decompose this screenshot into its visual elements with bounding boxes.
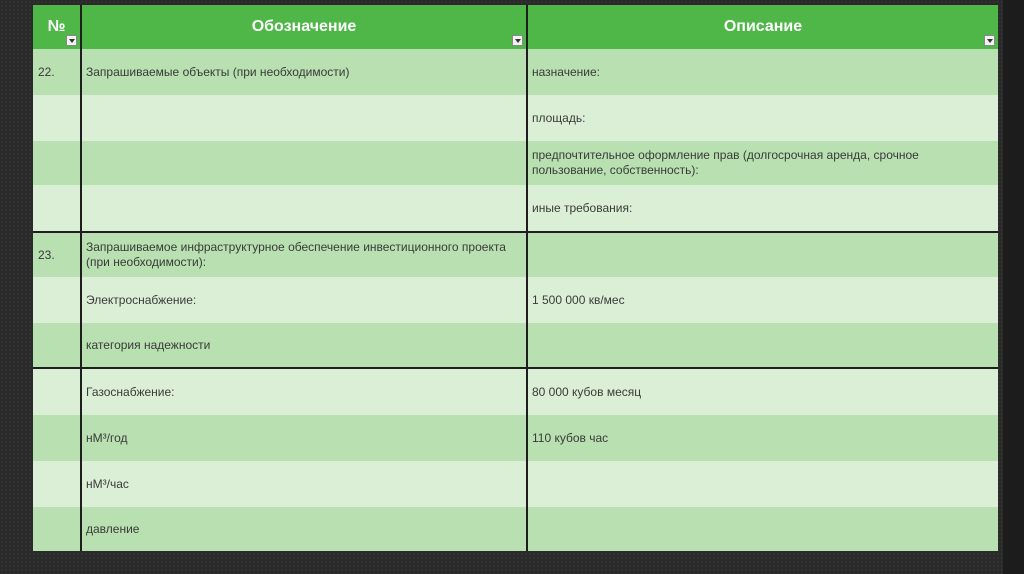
row-description: 1 500 000 кв/мес bbox=[527, 277, 998, 323]
row-number: 23. bbox=[33, 232, 81, 277]
row-designation: категория надежности bbox=[81, 323, 527, 368]
row-number bbox=[33, 95, 81, 141]
row-designation: давление bbox=[81, 507, 527, 551]
row-number bbox=[33, 277, 81, 323]
row-description: площадь: bbox=[527, 95, 998, 141]
header-number bbox=[33, 5, 81, 49]
table-row bbox=[33, 323, 998, 368]
table-row bbox=[33, 368, 998, 415]
row-number bbox=[33, 141, 81, 185]
table-row bbox=[33, 49, 998, 95]
row-designation: Газоснабжение: bbox=[81, 368, 527, 415]
filter-dropdown-icon[interactable] bbox=[984, 35, 995, 46]
table-row bbox=[33, 141, 998, 185]
row-designation: Запрашиваемое инфраструктурное обеспечение инвестиционного проекта (при необходимости): bbox=[81, 232, 527, 277]
table-row bbox=[33, 507, 998, 551]
table-header-row bbox=[33, 5, 998, 49]
row-description: назначение: bbox=[527, 49, 998, 95]
row-description bbox=[527, 232, 998, 277]
row-designation bbox=[81, 185, 527, 232]
row-number bbox=[33, 323, 81, 368]
row-description: предпочтительное оформление прав (долгосрочная аренда, срочное пользование, собственность): bbox=[527, 141, 998, 185]
row-number: 22. bbox=[33, 49, 81, 95]
row-designation bbox=[81, 141, 527, 185]
slide-edge-bar bbox=[1003, 0, 1024, 574]
row-description: 80 000 кубов месяц bbox=[527, 368, 998, 415]
table-row bbox=[33, 185, 998, 232]
row-number bbox=[33, 507, 81, 551]
row-description: 110 кубов час bbox=[527, 415, 998, 461]
row-designation: нМ³/час bbox=[81, 461, 527, 507]
row-designation: Электроснабжение: bbox=[81, 277, 527, 323]
row-description bbox=[527, 461, 998, 507]
row-description bbox=[527, 507, 998, 551]
header-description bbox=[527, 5, 998, 49]
row-designation: нМ³/год bbox=[81, 415, 527, 461]
table-row bbox=[33, 95, 998, 141]
row-number bbox=[33, 368, 81, 415]
header-number-label: № bbox=[47, 18, 66, 35]
filter-dropdown-icon[interactable] bbox=[512, 35, 523, 46]
table-row bbox=[33, 461, 998, 507]
filter-dropdown-icon[interactable] bbox=[66, 35, 77, 46]
row-number bbox=[33, 185, 81, 232]
data-table-container bbox=[33, 5, 998, 552]
header-designation-label: Обозначение bbox=[251, 18, 357, 35]
row-number bbox=[33, 415, 81, 461]
row-description: иные требования: bbox=[527, 185, 998, 232]
row-designation bbox=[81, 95, 527, 141]
data-table bbox=[33, 5, 998, 551]
table-row bbox=[33, 232, 998, 277]
row-description bbox=[527, 323, 998, 368]
header-description-label: Описание bbox=[723, 18, 803, 35]
row-designation: Запрашиваемые объекты (при необходимости) bbox=[81, 49, 527, 95]
row-number bbox=[33, 461, 81, 507]
header-designation bbox=[81, 5, 527, 49]
table-row bbox=[33, 415, 998, 461]
table-row bbox=[33, 277, 998, 323]
